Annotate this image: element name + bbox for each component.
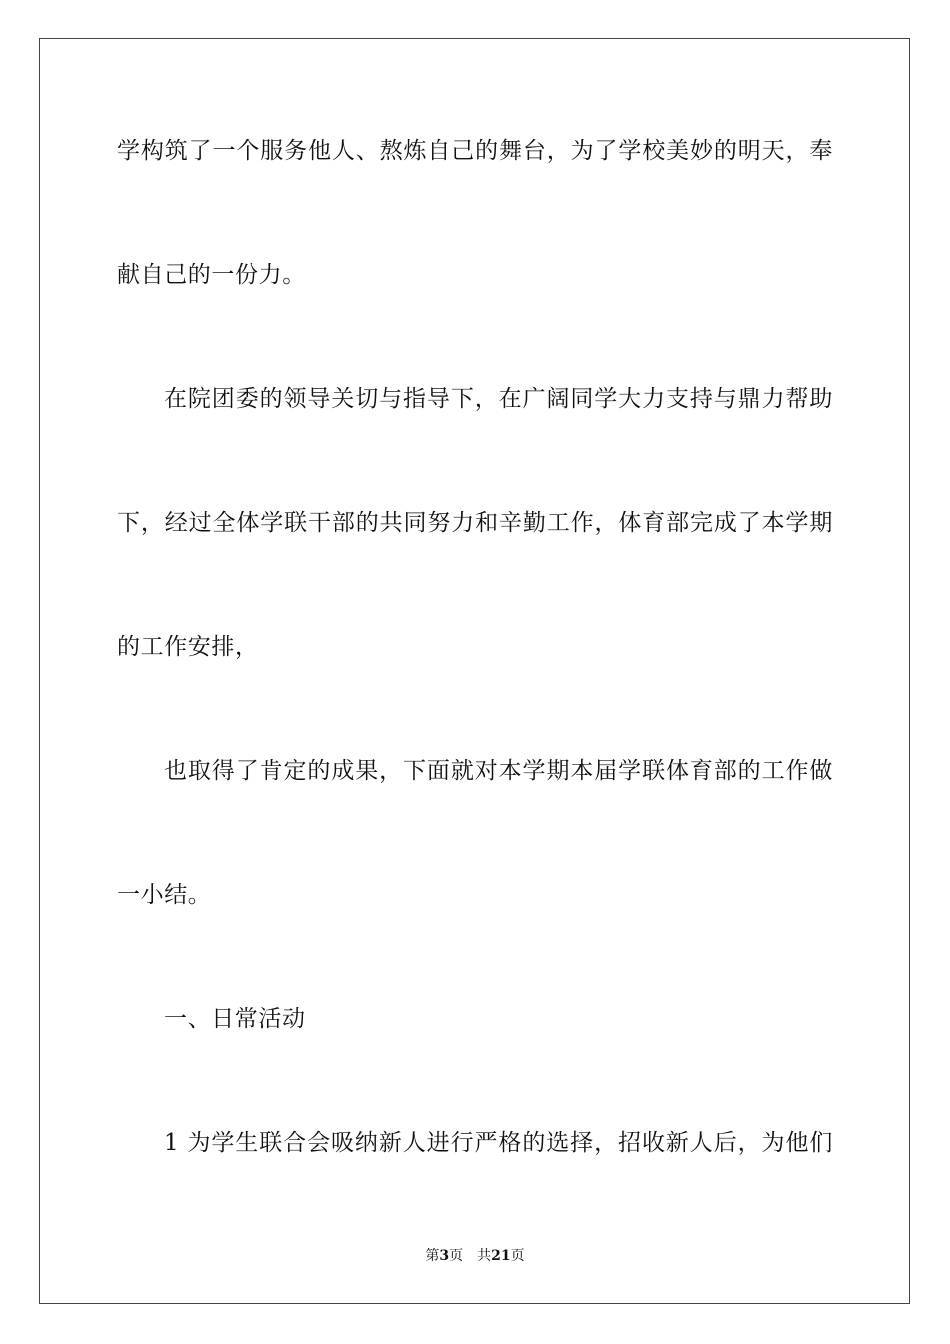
footer-total-suffix: 页 xyxy=(510,1248,525,1264)
text-line-3: 在院团委的领导关切与指导下，在广阔同学大力支持与鼎力帮助 xyxy=(164,386,833,412)
text-line-9: 1 为学生联合会吸纳新人进行严格的选择，招收新人后，为他们 xyxy=(164,1130,833,1156)
text-line-6: 也取得了肯定的成果，下面就对本学期本届学联体育部的工作做 xyxy=(164,758,833,784)
footer-page-prefix: 第 xyxy=(425,1248,440,1264)
text-line-4: 下，经过全体学联干部的共同努力和辛勤工作，体育部完成了本学期 xyxy=(117,510,833,536)
footer-total-pages: 21 xyxy=(491,1248,511,1264)
footer-page-suffix: 页 xyxy=(449,1248,464,1264)
footer-total-prefix: 共 xyxy=(477,1248,492,1264)
text-line-5: 的工作安排， xyxy=(117,634,259,660)
section-heading: 一、日常活动 xyxy=(164,1006,306,1032)
footer-page-number: 3 xyxy=(439,1248,450,1264)
text-line-7: 一小结。 xyxy=(117,882,212,908)
page-border xyxy=(39,38,910,1304)
page-footer xyxy=(0,1247,950,1265)
text-line-1: 学构筑了一个服务他人、熬炼自己的舞台，为了学校美妙的明天，奉 xyxy=(117,138,833,164)
text-line-2: 献自己的一份力。 xyxy=(117,262,306,288)
